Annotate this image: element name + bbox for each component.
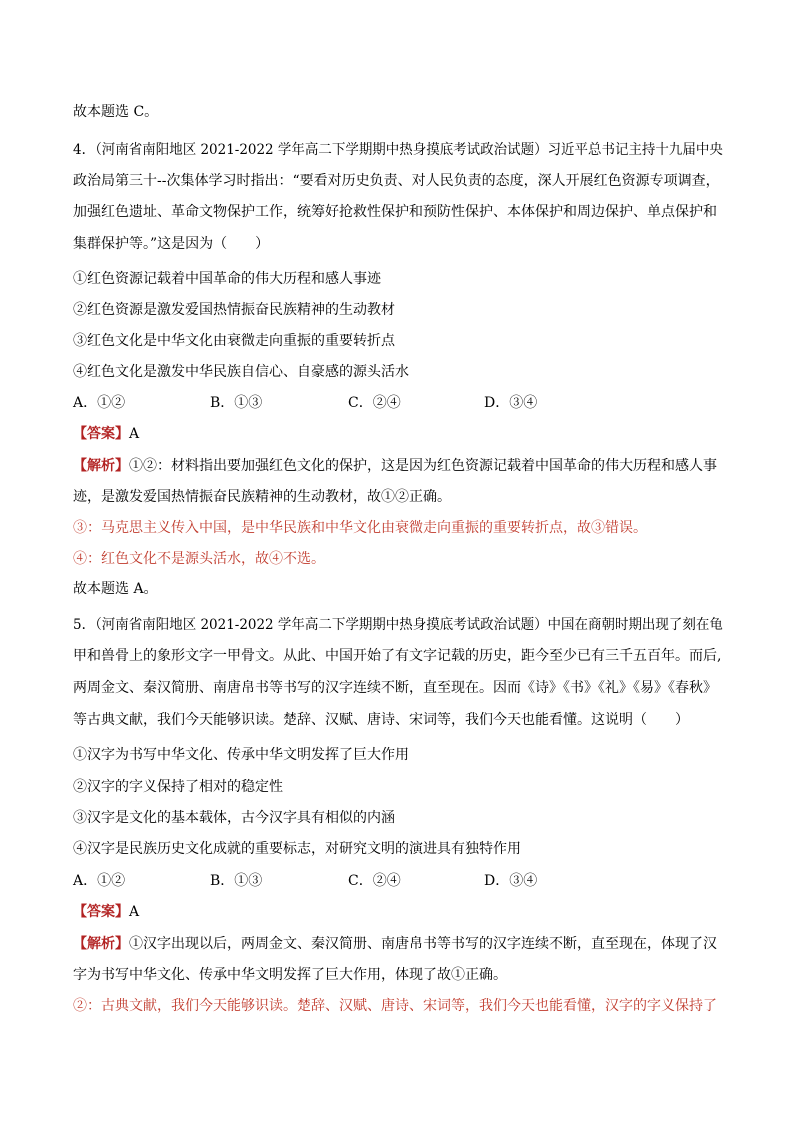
question-4-explanation: 迹，是激发爱国热情振奋民族精神的生动教材，故①②正确。 [73, 489, 451, 505]
answer-label: 【答案】 [73, 426, 129, 442]
question-5-text: 等古典文献，我们今天能够识读。楚辞、汉赋、唐诗、宋词等，我们今天也能看懂。这说明（ ） [73, 712, 689, 728]
question-5-statement: ②汉字的字义保持了相对的稳定性 [73, 779, 283, 795]
option-a: A．①② [73, 873, 126, 889]
question-4-statement: ④红色文化是激发中华民族自信心、自豪感的源头活水 [73, 364, 409, 380]
option-b: B．①③ [210, 395, 263, 411]
question-4-statement: ②红色资源是激发爱国热情振奋民族精神的生动教材 [73, 302, 395, 318]
question-4-options [73, 394, 573, 412]
question-4-text: 4．（河南省南阳地区 2021-2022 学年高二下学期期中热身摸底考试政治试题）习近平总书记主持十九届中央 [73, 142, 723, 158]
question-5-statement: ④汉字是民族历史文化成就的重要标志，对研究文明的演进具有独特作用 [73, 841, 521, 857]
answer-value: A [129, 904, 140, 920]
explanation-text: ①汉字出现以后，两周金文、秦汉简册、南唐帛书等书写的汉字连续不断，直至现在，体现了汉 [129, 936, 717, 952]
option-a: A．①② [73, 395, 126, 411]
question-4-text: 政治局第三十--次集体学习时指出：“要看对历史负责、对人民负责的态度，深人开展红色资源专项调查， [73, 173, 720, 189]
explanation-label: 【解析】 [73, 936, 129, 952]
question-4-explanation-red: ④：红色文化不是源头活水，故④不选。 [73, 551, 325, 567]
answer-label: 【答案】 [73, 904, 129, 920]
option-d: D．③④ [484, 873, 538, 889]
question-5-explanation [73, 935, 717, 953]
question-5-text: 甲和兽骨上的象形文字一甲骨文。从此、中国开始了有文字记载的历史，距今至少已有三千五百年。而后, [73, 648, 722, 664]
question-4-answer [73, 425, 139, 443]
question-5-explanation-red: ②：古典文献，我们今天能够识读。楚辞、汉赋、唐诗、宋词等，我们今天也能看懂，汉字的字义保持了 [73, 998, 717, 1014]
question-4-explanation [73, 457, 717, 475]
question-4-text: 集群保护等。”这是因为（ ） [73, 236, 270, 252]
option-d: D．③④ [484, 395, 538, 411]
answer-conclusion-q3: 故本题选 C。 [73, 104, 159, 120]
question-4-statement: ③红色文化是中华文化由衰微走向重振的重要转折点 [73, 333, 395, 349]
question-5-text: 两周金文、秦汉简册、南唐帛书等书写的汉字连续不断，直至现在。因而《诗》《书》《礼》《易》《春秋》 [73, 680, 717, 696]
question-5-statement: ①汉字为书写中华文化、传承中华文明发挥了巨大作用 [73, 747, 409, 763]
option-b: B．①③ [210, 873, 263, 889]
question-4-text: 加强红色遗址、革命文物保护工作，统筹好抢救性保护和预防性保护、本体保护和周边保护、单点保护和 [73, 204, 717, 220]
explanation-text: ①②：材料指出要加强红色文化的保护，这是因为红色资源记载着中国革命的伟大历程和感人事 [129, 458, 717, 474]
question-5-options [73, 872, 573, 890]
option-c: C．②④ [348, 873, 401, 889]
option-c: C．②④ [348, 395, 401, 411]
question-4-statement: ①红色资源记载着中国革命的伟大历程和感人事迹 [73, 271, 381, 287]
question-5-explanation: 字为书写中华文化、传承中华文明发挥了巨大作用，体现了故①正确。 [73, 967, 507, 983]
answer-value: A [129, 426, 140, 442]
question-5-statement: ③汉字是文化的基本载体，古今汉字具有相似的内涵 [73, 810, 395, 826]
answer-conclusion-q4: 故本题选 A。 [73, 581, 158, 597]
question-5-text: 5．（河南省南阳地区 2021-2022 学年高二下学期期中热身摸底考试政治试题）中国在商朝时期出现了刻在龟 [73, 617, 723, 633]
question-5-answer [73, 903, 139, 921]
question-4-explanation-red: ③：马克思主义传入中国，是中华民族和中华文化由衰微走向重振的重要转折点，故③错误。 [73, 520, 647, 536]
explanation-label: 【解析】 [73, 458, 129, 474]
